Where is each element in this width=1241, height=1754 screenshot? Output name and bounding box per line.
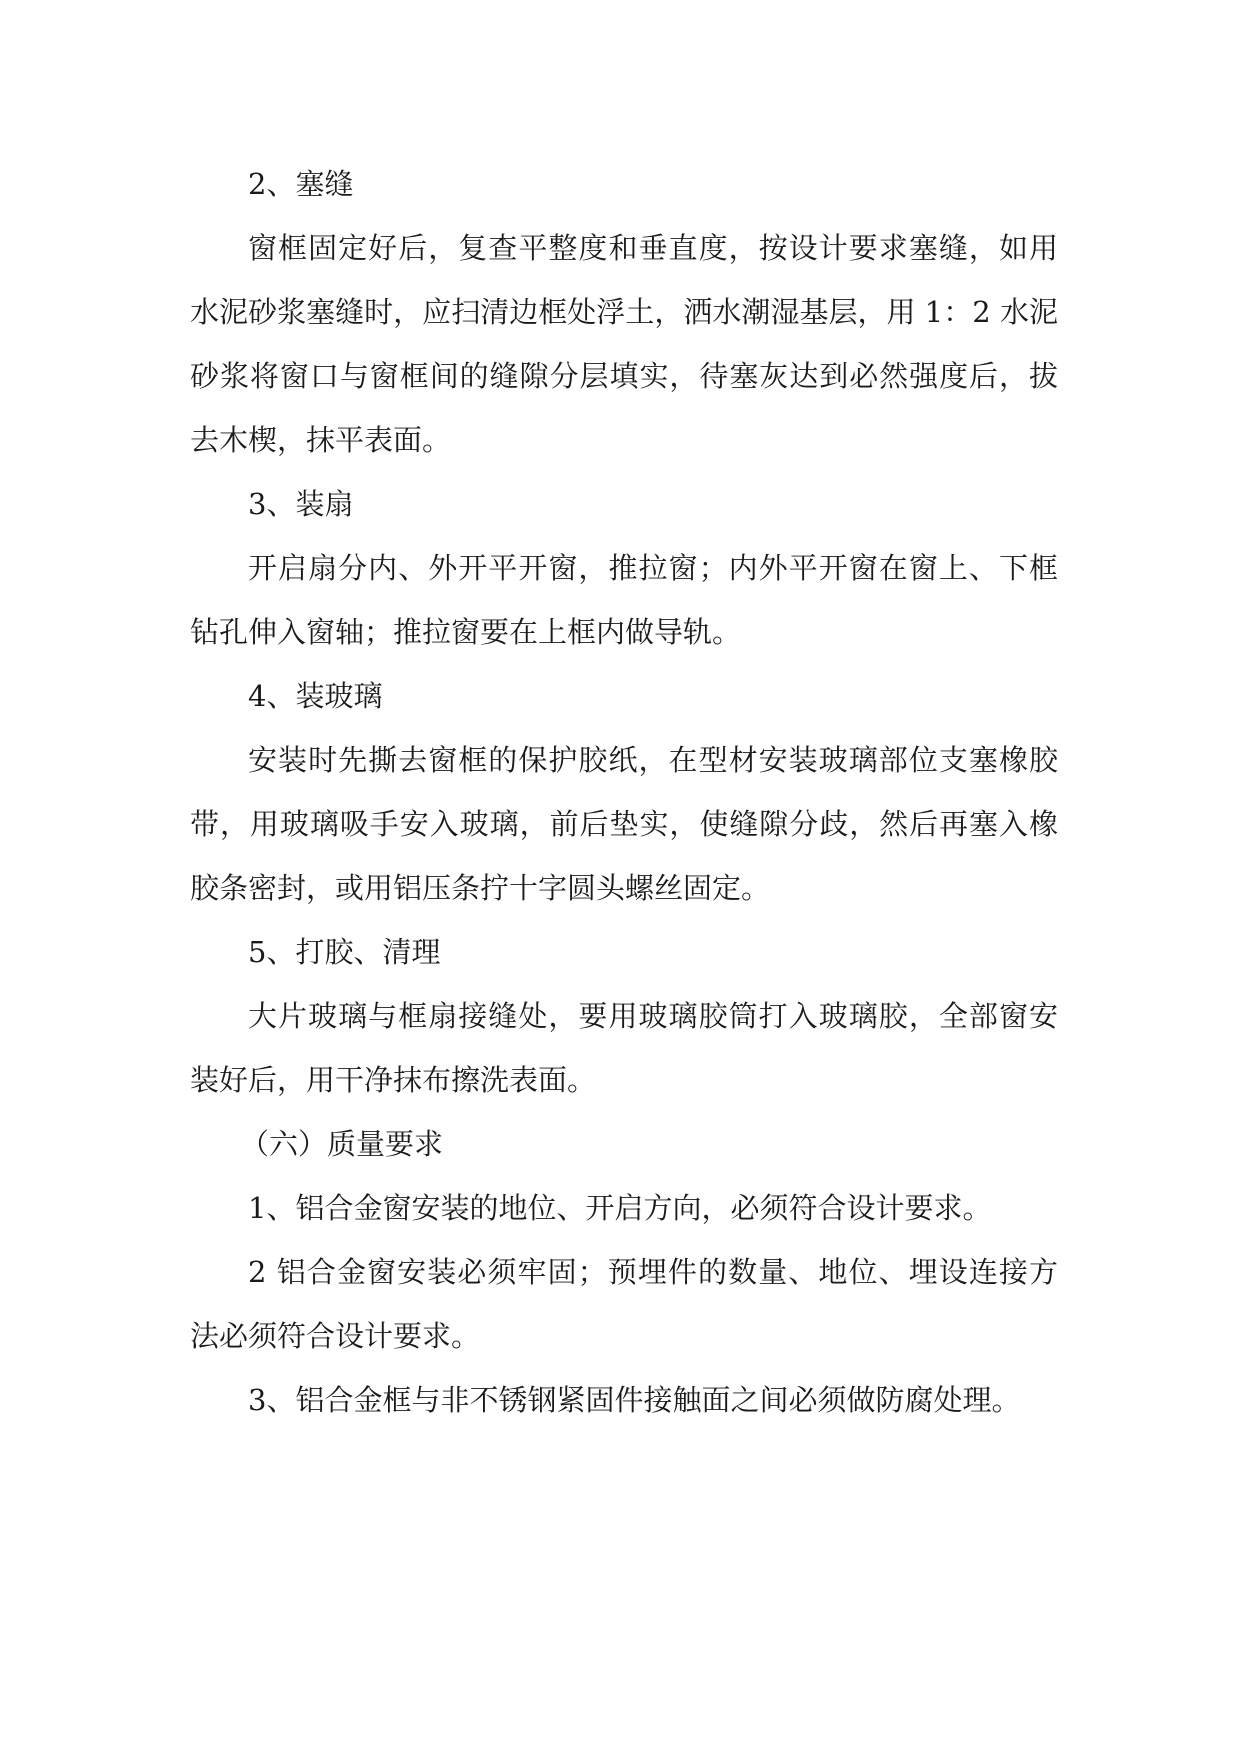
section-heading-glue-clean: 5、打胶、清理 (248, 935, 441, 969)
quality-item-1: 1、铝合金窗安装的地位、开启方向，必须符合设计要求。 (248, 1191, 992, 1225)
quality-item-2: 2 铝合金窗安装必须牢固；预埋件的数量、地位、埋设连接方法必须符合设计要求。 (190, 1255, 1058, 1353)
section-heading-install-sash: 3、装扇 (248, 487, 354, 521)
document-page (190, 152, 1058, 1432)
paragraph-glue-clean: 大片玻璃与框扇接缝处，要用玻璃胶筒打入玻璃胶，全部窗安装好后，用干净抹布擦洗表面。 (190, 999, 1058, 1097)
paragraph-install-sash: 开启扇分内、外开平开窗，推拉窗；内外平开窗在窗上、下框钻孔伸入窗轴；推拉窗要在上框内做导轨。 (190, 551, 1058, 649)
section-heading-seal-gap: 2、塞缝 (248, 167, 354, 201)
quality-item-3: 3、铝合金框与非不锈钢紧固件接触面之间必须做防腐处理。 (248, 1383, 1021, 1417)
paragraph-install-glass: 安装时先撕去窗框的保护胶纸，在型材安装玻璃部位支塞橡胶带，用玻璃吸手安入玻璃，前后垫实，使缝隙分歧，然后再塞入橡胶条密封，或用铝压条拧十字圆头螺丝固定。 (190, 743, 1058, 905)
paragraph-seal-gap: 窗框固定好后，复查平整度和垂直度，按设计要求塞缝，如用水泥砂浆塞缝时，应扫清边框处浮土，洒水潮湿基层，用 1：2 水泥砂浆将窗口与窗框间的缝隙分层填实，待塞灰达到必然强度后，拔去木楔，抹平表面。 (190, 231, 1058, 457)
section-heading-install-glass: 4、装玻璃 (248, 679, 383, 713)
section-heading-quality: （六）质量要求 (240, 1127, 444, 1161)
